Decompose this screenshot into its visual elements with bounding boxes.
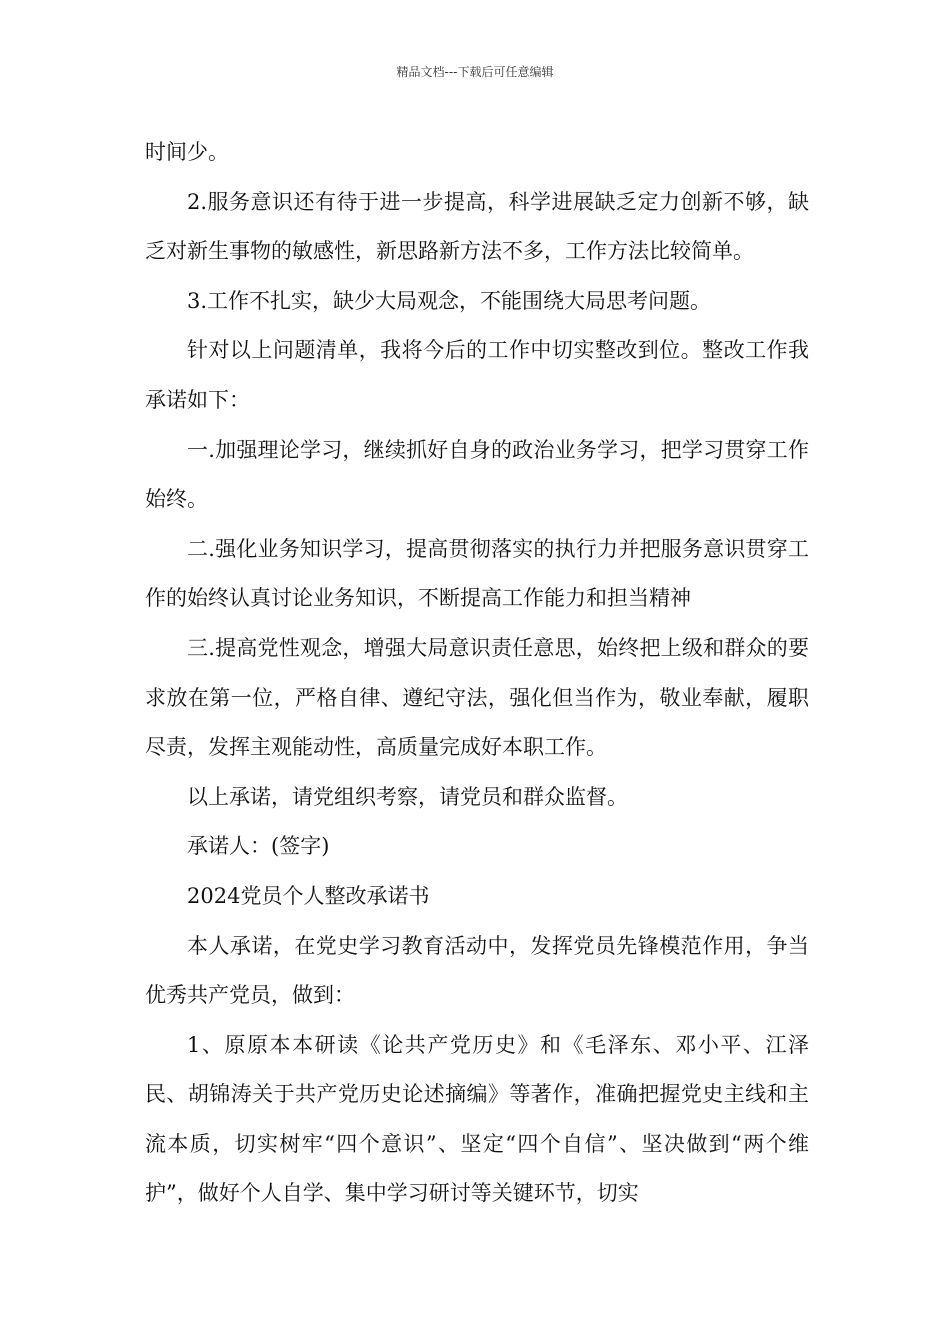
document-body	[145, 128, 809, 1219]
paragraph-commitment-3: 三.提高党性观念，增强大局意识责任意思，始终把上级和群众的要求放在第一位，严格自律、遵纪守法，强化但当作为，敬业奉献，履职尽责，发挥主观能动性，高质量完成好本职工作。	[145, 635, 809, 760]
paragraph-commitment-intro: 针对以上问题清单，我将今后的工作中切实整改到位。整改工作我承诺如下：	[145, 338, 809, 412]
page-header: 精品文档---下载后可任意编辑	[396, 65, 554, 79]
paragraph-signature: 承诺人：(签字)	[187, 834, 330, 859]
paragraph-pledge-1: 1、原原本本研读《论共产党历史》和《毛泽东、邓小平、江泽民、胡锦涛关于共产党历史论述摘编》等著作，准确把握党史主线和主流本质，切实树牢“四个意识”、坚定“四个自信”、坚决做到“两个维护”，做好个人自学、集中学习研讨等关键环节，切实	[145, 1032, 809, 1206]
paragraph-pledge-intro: 本人承诺，在党史学习教育活动中，发挥党员先锋模范作用，争当优秀共产党员，做到：	[145, 933, 809, 1008]
paragraph-item-3: 3.工作不扎实，缺少大局观念，不能围绕大局思考问题。	[187, 288, 712, 313]
paragraph-commitment-1: 一.加强理论学习，继续抓好自身的政治业务学习，把学习贯穿工作始终。	[145, 437, 809, 512]
paragraph-item-2: 2.服务意识还有待于进一步提高，科学进展缺乏定力创新不够，缺乏对新生事物的敏感性，新思路新方法不多，工作方法比较简单。	[145, 189, 809, 264]
section-title: 2024党员个人整改承诺书	[187, 883, 430, 908]
paragraph-continuation: 时间少。	[145, 140, 229, 164]
paragraph-supervision: 以上承诺，请党组织考察，请党员和群众监督。	[187, 784, 628, 809]
paragraph-commitment-2: 二.强化业务知识学习，提高贯彻落实的执行力并把服务意识贯穿工作的始终认真讨论业务知识，不断提高工作能力和担当精神	[145, 536, 809, 611]
